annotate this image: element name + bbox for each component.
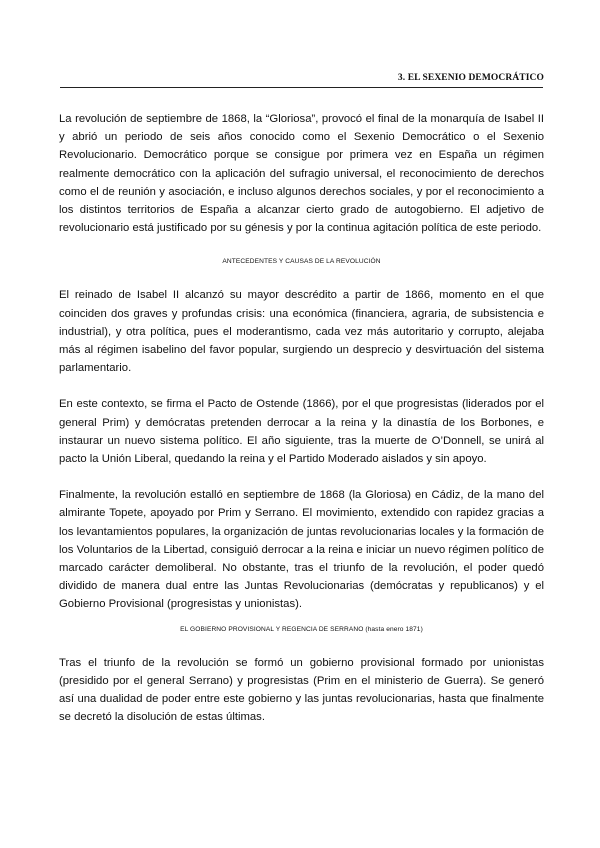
intro-paragraph: La revolución de septiembre de 1868, la “Gloriosa”, provocó el final de la monarquía de Isabel II y abrió un periodo de seis años conocido como el Sexenio Democrático o el Sexenio Revolucionario. Democrático porque se consigue por primera vez en España un régimen realmente democrático con la aplicación del sufragio universal, el reconocimiento de derechos como el de reunión y asociación, e incluso algunos derechos sociales, y por el reconocimiento a los distintos territorios de España a alcanzar cierto grado de autogobierno. El adjetivo de revolucionario está justificado por su génesis y por la continua agitación política de este periodo. xyxy=(59,113,544,235)
antecedentes-paragraph-2: En este contexto, se firma el Pacto de Ostende (1866), por el que progresistas (liderados por el general Prim) y demócratas pretenden derrocar a la reina y la dinastía de los Borbones, e instaurar un nuevo sistema político. El año siguiente, tras la muerte de O’Donnell, se unirá al pacto la Unión Liberal, quedando la reina y el Partido Moderado aislados y sin apoyo. xyxy=(59,398,544,466)
document-body xyxy=(59,110,544,726)
section-heading-antecedentes: ANTECEDENTES Y CAUSAS DE LA REVOLUCIÓN xyxy=(222,258,381,266)
antecedentes-paragraph-1: El reinado de Isabel II alcanzó su mayor descrédito a partir de 1866, momento en el que coinciden dos graves y profundas crisis: una económica (financiera, agraria, de subsistencia e industrial), y otra política, pues el moderantismo, cada vez más autoritario y corrupto, alejaba más al régimen isabelino del favor popular, surgiendo un desprecio y desvirtuación del sistema parlamentario. xyxy=(59,289,544,375)
section-heading-gobierno: EL GOBIERNO PROVISIONAL Y REGENCIA DE SERRANO (hasta enero 1871) xyxy=(180,625,423,633)
chapter-title: 3. EL SEXENIO DEMOCRÁTICO xyxy=(397,73,544,83)
header-rule xyxy=(60,87,543,88)
gobierno-paragraph-1: Tras el triunfo de la revolución se formó un gobierno provisional formado por unionistas (presidido por el general Serrano) y progresistas (Prim en el ministerio de Guerra). Se generó así una dualidad de poder entre este gobierno y las juntas revolucionarias, hasta que finalmente se decretó la disolución de estas últimas. xyxy=(59,656,544,724)
antecedentes-paragraph-3: Finalmente, la revolución estalló en septiembre de 1868 (la Gloriosa) en Cádiz, de la mano del almirante Topete, apoyado por Prim y Serrano. El movimiento, extendido con rapidez gracias a los levantamientos populares, la organización de juntas revolucionarias locales y la formación de los Voluntarios de la Libertad, consiguió derrocar a la reina e iniciar un nuevo régimen político de marcado carácter demoliberal. No obstante, tras el triunfo de la revolución, el poder quedó dividido de manera dual entre las Juntas Revolucionarias (demócratas y republicanos) y el Gobierno Provisional (progresistas y unionistas). xyxy=(59,489,544,611)
